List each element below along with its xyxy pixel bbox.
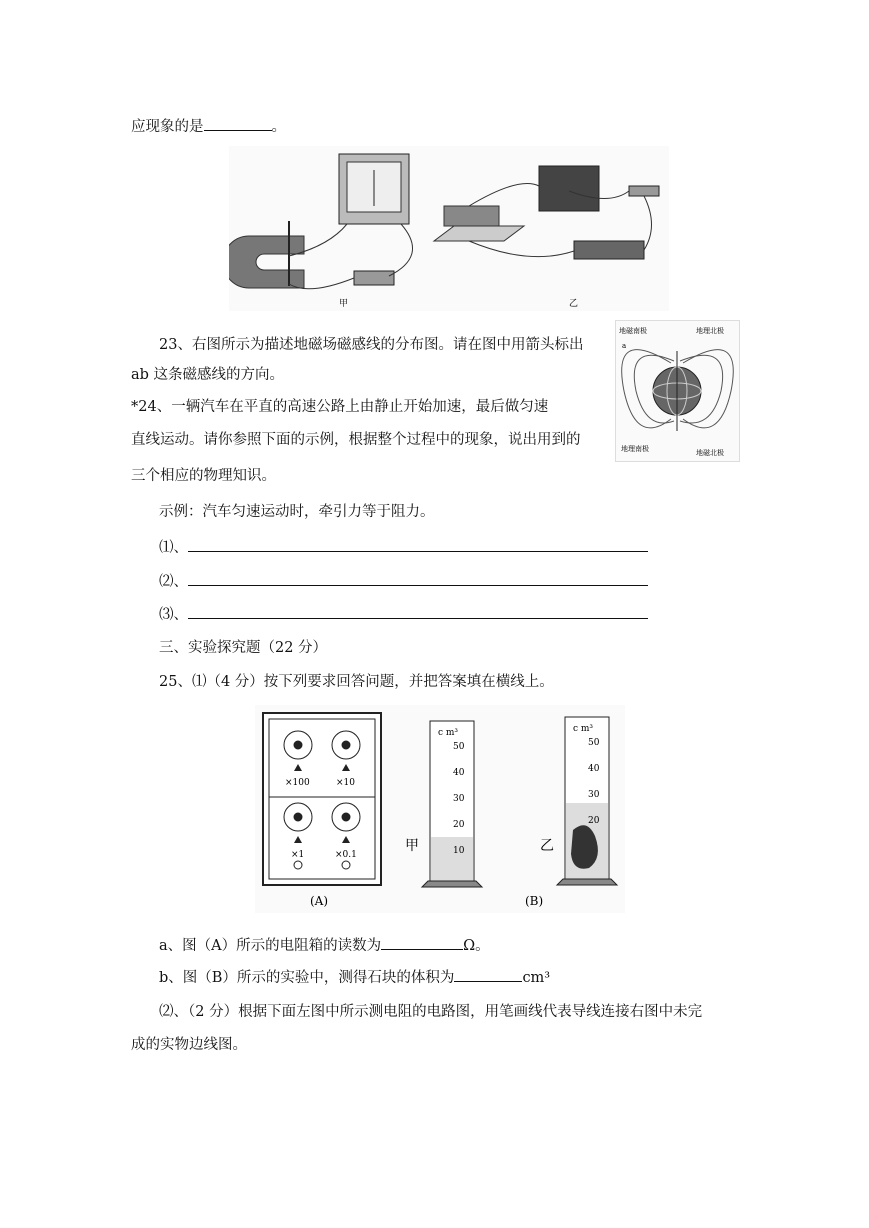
- label-A: (A): [310, 894, 329, 908]
- label-jia-22: 甲: [339, 299, 349, 309]
- tick-40: 40: [453, 768, 465, 778]
- label-jia-25: 甲: [405, 838, 419, 854]
- label-a: a: [622, 342, 627, 350]
- dial-x10: ×10: [336, 778, 355, 788]
- answer-blank[interactable]: [204, 116, 272, 131]
- answer-2: ⑵、: [159, 570, 648, 591]
- q22-tail: 应现象的是 。: [131, 115, 286, 136]
- q24-line2: 直线运动。请你参照下面的示例，根据整个过程中的现象，说出用到的: [131, 432, 581, 448]
- dial-x100: ×100: [285, 778, 310, 788]
- label-geographic-north: 地理北极: [696, 327, 724, 335]
- label-yi-22: 乙: [569, 299, 579, 309]
- label-geomagnetic-north: 地磁北极: [696, 449, 724, 457]
- tick-50: 50: [453, 742, 465, 752]
- answer-blank-a[interactable]: [381, 935, 463, 950]
- unit-jia: c m³: [438, 728, 459, 738]
- q24-line3: 三个相应的物理知识。: [131, 468, 276, 484]
- q23-line2: ab 这条磁感线的方向。: [131, 367, 285, 383]
- answer-blank-2[interactable]: [188, 571, 648, 586]
- tick-30: 30: [453, 794, 465, 804]
- q25-2-line2: 成的实物边线图。: [131, 1037, 247, 1053]
- tick-40-b: 40: [588, 764, 600, 774]
- label-B: (B): [525, 894, 544, 908]
- figure-23-earth-field: [615, 320, 740, 462]
- q25-heading: 25、⑴（4 分）按下列要求回答问题，并把答案填在横线上。: [159, 674, 554, 690]
- question-b: b、图（B）所示的实验中，测得石块的体积为 cm³: [159, 966, 550, 987]
- question-a: a、图（A）所示的电阻箱的读数为 Ω。: [159, 934, 490, 955]
- dial-x0.1: ×0.1: [335, 850, 357, 860]
- tick-50-b: 50: [588, 738, 600, 748]
- tick-20: 20: [453, 820, 465, 830]
- figure-22-apparatus: [229, 146, 669, 311]
- answer-blank-3[interactable]: [188, 604, 648, 619]
- answer-3: ⑶、: [159, 603, 648, 624]
- tick-20-b: 20: [588, 816, 600, 826]
- label-geomagnetic-south: 地磁南极: [619, 327, 647, 335]
- q25-2-line1: ⑵、（2 分）根据下面左图中所示测电阻的电路图，用笔画线代表导线连接右图中未完: [159, 1004, 703, 1020]
- label-geographic-south: 地理南极: [621, 445, 649, 453]
- dial-x1: ×1: [291, 850, 305, 860]
- tick-10: 10: [453, 846, 465, 856]
- tick-30-b: 30: [588, 790, 600, 800]
- q23-line1: 23、右图所示为描述地磁场磁感线的分布图。请在图中用箭头标出: [159, 337, 584, 353]
- unit-yi: c m³: [573, 724, 594, 734]
- answer-blank-1[interactable]: [188, 537, 648, 552]
- label-yi-25: 乙: [540, 838, 554, 854]
- example-text: 示例：汽车匀速运动时，牵引力等于阻力。: [159, 504, 435, 520]
- answer-1: ⑴、: [159, 536, 648, 557]
- answer-blank-b[interactable]: [454, 967, 522, 982]
- section-3-heading: 三、实验探究题（22 分）: [159, 640, 328, 656]
- q24-line1: *24、一辆汽车在平直的高速公路上由静止开始加速，最后做匀速: [131, 399, 549, 415]
- figure-25: [255, 705, 625, 913]
